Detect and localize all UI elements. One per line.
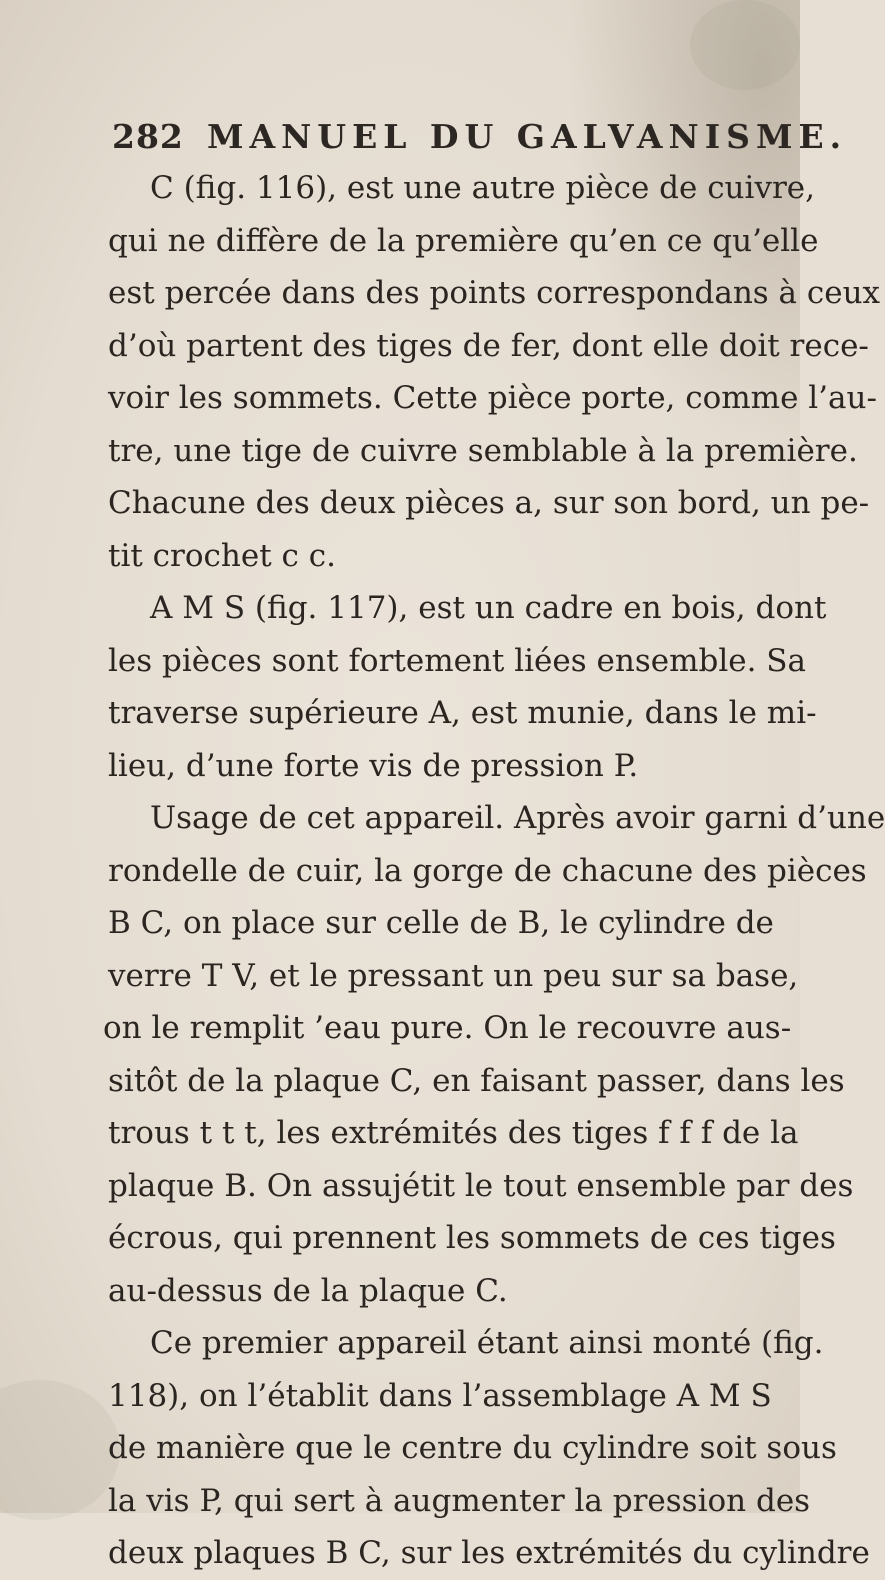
text-line: tit crochet c c. [108,537,336,574]
text-line: au-dessus de la plaque C. [108,1272,508,1309]
text-line: qui ne diffère de la première qu’en ce qu’elle [108,222,819,259]
text-line: la vis P, qui sert à augmenter la pression des [108,1482,811,1519]
text-line: tre, une tige de cuivre semblable à la première. [108,432,858,469]
text-line: écrous, qui prennent les sommets de ces tiges [108,1220,836,1256]
text-line: rondelle de cuir, la gorge de chacune des pièces [108,852,867,889]
text-line: B C, on place sur celle de B, le cylindre de [108,905,774,941]
paper-stain [0,1380,120,1520]
page-number: 282 [112,117,184,156]
text-line: C (fig. 116), est une autre pièce de cuivre, [150,170,815,206]
text-line: A M S (fig. 117), est un cadre en bois, dont [150,590,827,626]
running-title: MANUEL DU GALVANISME. [207,117,848,156]
text-line: trous t t t, les extrémités des tiges f f f de la [108,1115,799,1151]
text-line: deux plaques B C, sur les extrémités du cylindre [108,1535,870,1571]
text-line: est percée dans des points correspondans à ceux [108,275,881,311]
text-line: plaque B. On assujétit le tout ensemble par des [108,1167,854,1204]
text-line: Ce premier appareil étant ainsi monté (fig. [150,1325,824,1361]
text-line: 118), on l’établit dans l’assemblage A M S [108,1377,772,1414]
text-line: Usage de cet appareil. Après avoir garni d’une [150,800,885,836]
text-line: sitôt de la plaque C, en faisant passer, dans les [108,1062,845,1099]
text-line: de manière que le centre du cylindre soit sous [108,1430,837,1466]
text-line: d’où partent des tiges de fer, dont elle doit rece- [108,327,869,364]
text-line: les pièces sont fortement liées ensemble. Sa [108,642,806,679]
body-text [103,162,885,1580]
text-line: on le remplit ’eau pure. On le recouvre aus- [103,1010,792,1046]
text-line: Chacune des deux pièces a, sur son bord, un pe- [108,485,870,521]
text-line: lieu, d’une forte vis de pression P. [108,747,639,784]
paper-stain [690,0,800,90]
text-line: voir les sommets. Cette pièce porte, comme l’au- [108,380,877,416]
text-line: traverse supérieure A, est munie, dans le mi- [108,695,817,731]
text-line: verre T V, et le pressant un peu sur sa base, [108,957,799,994]
